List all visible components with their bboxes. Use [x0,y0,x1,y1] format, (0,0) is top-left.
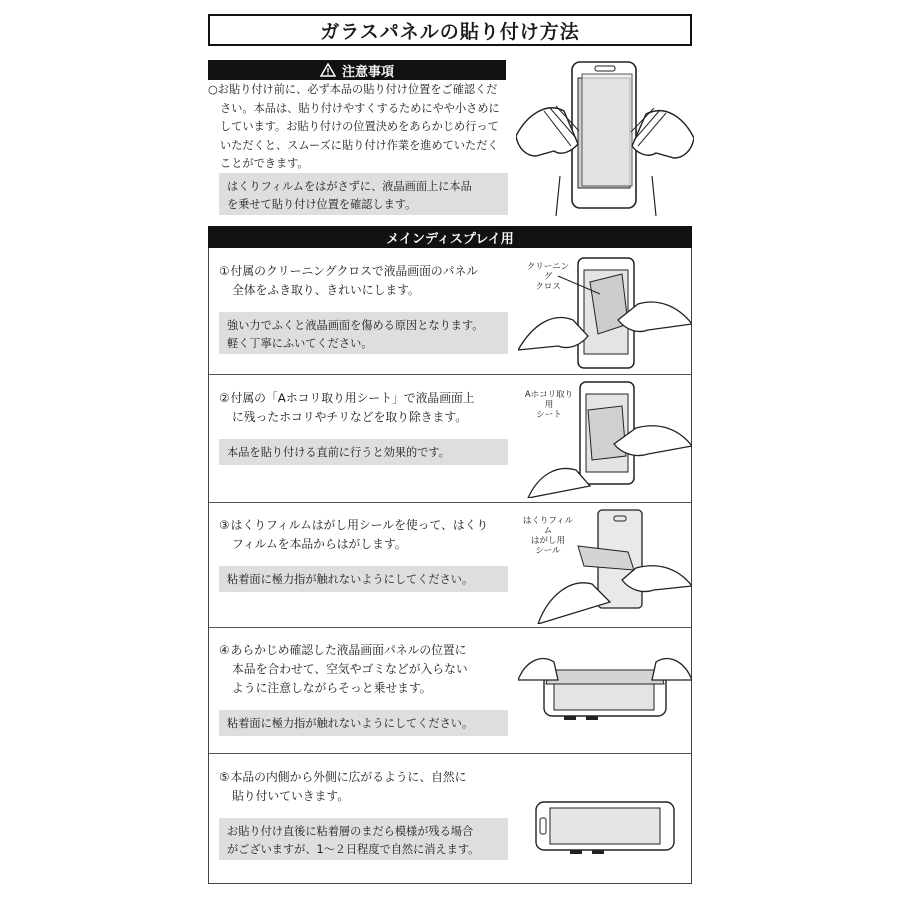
step-number: ② [219,391,230,405]
note-line: 粘着面に極力指が触れないようにしてください。 [227,717,474,730]
step-2-callout [522,390,576,420]
step-line: はくりフィルムはがし用シールを使って、はくり [230,518,489,532]
step-5-note [219,818,508,860]
step-number: ⑤ [219,770,230,784]
divider [209,502,691,503]
bullet: ○ [208,83,218,96]
callout-line: シール [535,546,561,556]
step-line: 付属のクリーニングクロスで液晶画面のパネル [230,264,479,278]
step-line: 本品を合わせて、空気やゴミなどが入らない [232,662,468,676]
caution-illustration [516,56,694,216]
note-line: はくりフィルムをはがさずに、液晶画面上に本品 [227,180,472,193]
note-line: 強い力でふくと液晶画面を傷める原因となります。 [227,319,484,332]
step-line: 本品の内側から外側に広がるように、自然に [230,770,467,784]
note-line: 粘着面に極力指が触れないようにしてください。 [227,573,474,586]
step-line: ように注意しながらそっと乗せます。 [232,681,432,695]
step-line: 全体をふき取り、きれいにします。 [232,283,420,297]
step-number: ③ [219,518,230,532]
callout-line: はがし用 [530,536,565,546]
step-4-illustration [518,640,692,730]
step-3-callout [522,516,574,556]
caution-header-label: 注意事項 [341,64,394,80]
step-line: フィルムを本品からはがします。 [232,537,407,551]
step-1-text [219,262,519,300]
step-1-note [219,312,508,354]
note-line: がございますが、1〜２日程度で自然に消えます。 [227,843,480,856]
step-number: ④ [219,643,230,657]
step-2-text [219,389,519,427]
caution-line: さい。本品は、貼り付けやすくするためにやや小さめに [220,101,500,115]
callout-line: Aホコリ取り用 [524,390,574,410]
caution-note [219,173,508,215]
callout-line: はくりフィルム [522,516,574,536]
step-number: ① [219,264,230,278]
page-title: ガラスパネルの貼り付け方法 [208,14,692,46]
step-5-illustration [530,796,680,858]
callout-line: シート [536,410,562,420]
section-header: メインディスプレイ用 [208,226,692,248]
caution-line: お貼り付け前に、必ず本品の貼り付け位置をご確認くだ [217,83,498,96]
step-3-text [219,516,519,554]
step-line: 付属の「Aホコリ取り用シート」で液晶画面上 [230,391,475,405]
caution-line: しています。お貼り付けの位置決めをあらかじめ行って [220,120,499,133]
divider [209,627,691,628]
note-line: 軽く丁寧にふいてください。 [227,337,373,350]
step-1-callout [524,262,572,292]
divider [209,374,691,375]
step-4-text [219,641,519,698]
caution-header [208,60,506,80]
caution-line: ことができます。 [220,157,309,170]
callout-line: クリーニング [526,262,570,282]
note-line: を乗せて貼り付け位置を確認します。 [227,198,417,211]
step-3-note [219,566,508,592]
warning-icon [320,63,336,77]
step-line: あらかじめ確認した液晶画面パネルの位置に [230,643,467,657]
caution-text [208,81,514,174]
step-line: 貼り付いていきます。 [232,789,350,803]
step-2-note [219,439,508,465]
note-line: お貼り付け直後に粘着層のまだら模様が残る場合 [227,825,474,838]
caution-line: いただくと、スムーズに貼り付け作業を進めていただく [220,138,499,152]
note-line: 本品を貼り付ける直前に行うと効果的です。 [227,446,450,459]
step-4-note [219,710,508,736]
callout-line: クロス [535,282,561,292]
step-5-text [219,768,519,806]
divider [209,753,691,754]
step-line: に残ったホコリやチリなどを取り除きます。 [232,410,467,424]
